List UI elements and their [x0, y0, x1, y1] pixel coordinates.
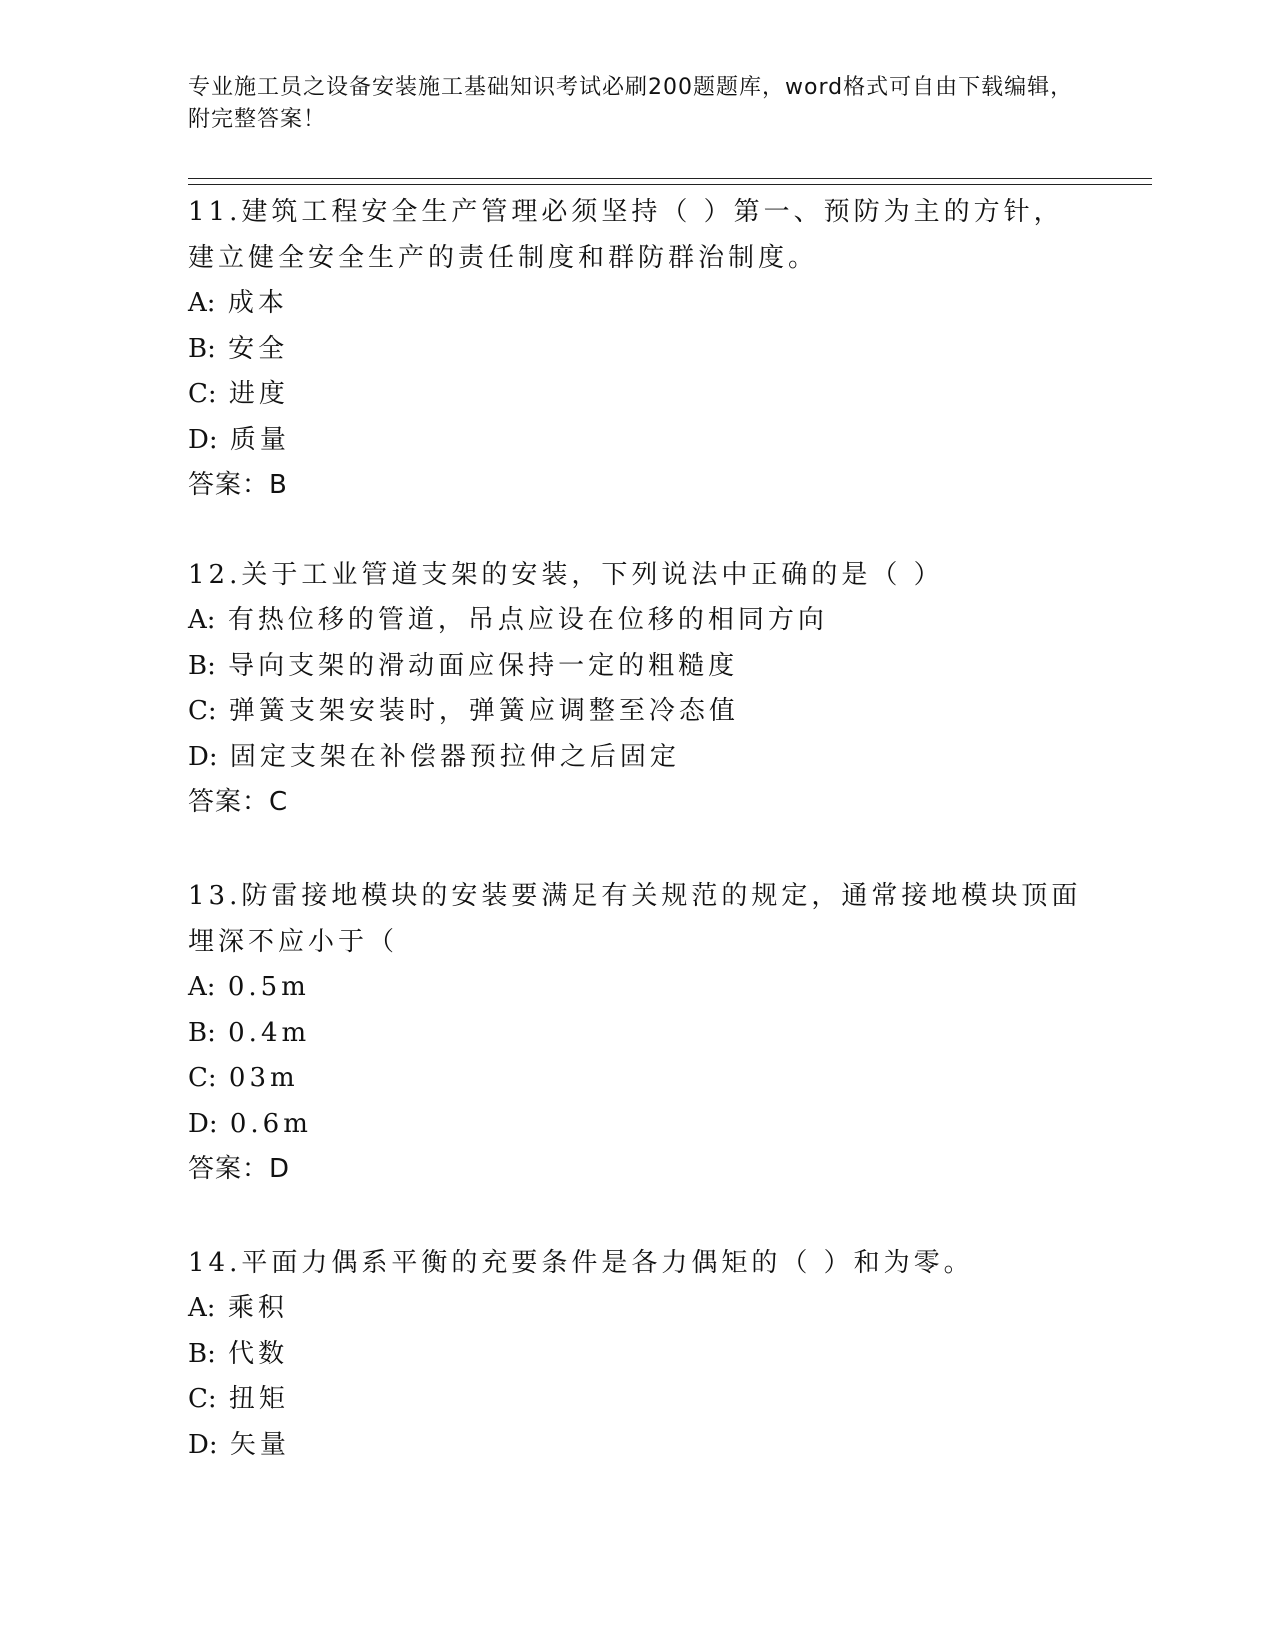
option-text: 0.5m — [227, 972, 310, 1002]
header-divider-top — [188, 178, 1152, 179]
option-text: 成本 — [227, 288, 288, 318]
option-letter: C: — [188, 696, 217, 726]
option-b — [188, 1011, 1088, 1057]
option-letter: D: — [188, 1108, 218, 1139]
option-c — [188, 372, 1088, 418]
option-text: 安全 — [228, 333, 289, 364]
document-header — [188, 72, 1088, 136]
option-c — [188, 689, 1088, 735]
question-13 — [188, 873, 1088, 1192]
header-divider-bottom — [188, 184, 1152, 185]
question-11 — [188, 189, 1088, 508]
question-12 — [188, 552, 1088, 825]
header-title: 专业施工员之设备安装施工基础知识考试必刷200题题库，word格式可自由下载编辑，附完整答案！ — [188, 75, 1074, 132]
option-letter: A: — [188, 288, 216, 318]
option-text: 进度 — [228, 379, 289, 409]
option-d — [188, 1102, 1088, 1148]
option-text: 质量 — [229, 424, 290, 455]
option-text: 导向支架的滑动面应保持一定的粗糙度 — [228, 650, 739, 681]
question-stem: 13.防雷接地模块的安装要满足有关规范的规定，通常接地模块顶面埋深不应小于（ — [188, 881, 1082, 957]
option-text: 固定支架在补偿器预拉伸之后固定 — [229, 741, 680, 772]
option-letter: C: — [188, 1384, 217, 1414]
option-letter: B: — [188, 1017, 216, 1048]
option-text: 乘积 — [227, 1293, 288, 1323]
option-a — [188, 598, 1088, 644]
option-c — [188, 1377, 1088, 1423]
answer-line: 答案：C — [188, 787, 289, 817]
option-d — [188, 735, 1088, 781]
option-d — [188, 418, 1088, 464]
option-letter: A: — [188, 972, 216, 1002]
option-text: 03m — [228, 1063, 299, 1093]
option-a — [188, 965, 1088, 1011]
option-d — [188, 1423, 1088, 1469]
answer-line: 答案：B — [188, 470, 288, 500]
option-letter: C: — [188, 379, 217, 409]
option-c — [188, 1056, 1088, 1102]
option-letter: D: — [188, 741, 218, 772]
option-text: 0.6m — [229, 1108, 312, 1139]
answer-line: 答案：D — [188, 1154, 291, 1184]
option-text: 0.4m — [228, 1017, 311, 1048]
question-14 — [188, 1240, 1088, 1468]
option-a — [188, 281, 1088, 327]
question-stem: 11.建筑工程安全生产管理必须坚持（ ）第一、预防为主的方针，建立健全安全生产的责任制度和群防群治制度。 — [188, 197, 1064, 273]
option-b — [188, 644, 1088, 690]
option-text: 代数 — [228, 1338, 289, 1369]
option-letter: C: — [188, 1063, 217, 1093]
option-letter: B: — [188, 650, 216, 681]
option-text: 矢量 — [229, 1429, 290, 1460]
question-stem: 12.关于工业管道支架的安装，下列说法中正确的是（ ） — [188, 560, 944, 590]
option-letter: D: — [188, 1429, 218, 1460]
option-letter: A: — [188, 1293, 216, 1323]
option-letter: D: — [188, 424, 218, 455]
option-text: 扭矩 — [228, 1384, 289, 1414]
option-text: 弹簧支架安装时，弹簧应调整至冷态值 — [228, 696, 739, 726]
option-letter: B: — [188, 333, 216, 364]
option-b — [188, 327, 1088, 373]
option-b — [188, 1332, 1088, 1378]
option-letter: B: — [188, 1338, 216, 1369]
question-stem: 14.平面力偶系平衡的充要条件是各力偶矩的（ ）和为零。 — [188, 1248, 974, 1278]
option-letter: A: — [188, 605, 216, 635]
option-text: 有热位移的管道，吊点应设在位移的相同方向 — [227, 605, 828, 635]
option-a — [188, 1286, 1088, 1332]
